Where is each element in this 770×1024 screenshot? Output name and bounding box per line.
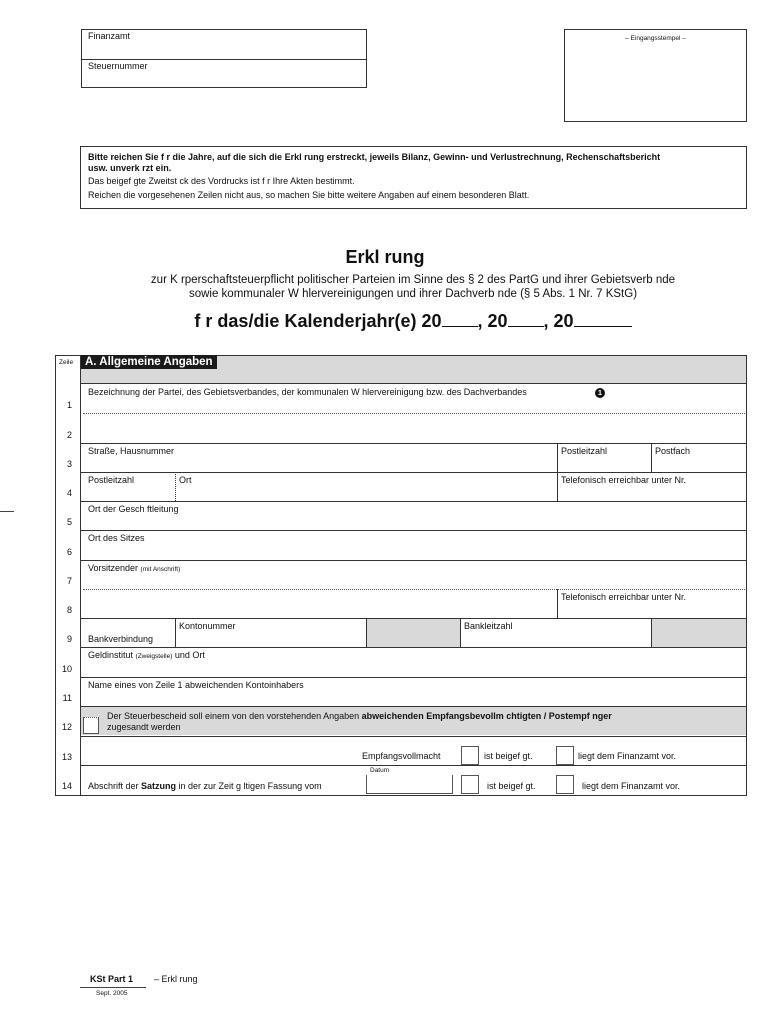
satzung-beigefuegt-checkbox[interactable]: [461, 775, 479, 794]
line-number: 14: [61, 781, 72, 791]
fold-mark: [0, 511, 14, 512]
notice-line-1: Bitte reichen Sie f r die Jahre, auf die sich die Erkl rung erstreckt, jeweils Bilanz, Gewinn- und Verlustrechnung, Rechenschaftsbericht: [88, 152, 661, 162]
zeile-label: Zeile: [59, 359, 74, 366]
calendar-year-prefix: f r das/die Kalenderjahr(e) 20: [194, 311, 442, 331]
abschrift-text-a: Abschrift der: [88, 781, 142, 791]
bezeichnung-label: Bezeichnung der Partei, des Gebietsverbandes, der kommunalen W hlervereinigung bzw. des Dachverbandes: [88, 387, 527, 397]
finanzamt-label: Finanzamt: [88, 31, 131, 41]
geldinstitut-hint: (Zweigstelle): [135, 653, 173, 660]
bezeichnung-input-2[interactable]: [83, 416, 743, 441]
vorsitzender-hint: (mit Anschrift): [140, 566, 181, 573]
line-number: 10: [61, 664, 72, 674]
postleitzahl-input-2[interactable]: [83, 486, 173, 500]
notice-line-3: Das beigef gte Zweitst ck des Vordrucks ist f r Ihre Akten bestimmt.: [88, 176, 355, 186]
geldinstitut-text: Geldinstitut: [88, 650, 134, 660]
ort-label: Ort: [179, 475, 192, 485]
empfangsvollmacht-beigefuegt-label: ist beigef gt.: [484, 751, 533, 761]
empfangsvollmacht-vorliegend-checkbox[interactable]: [556, 746, 574, 765]
bezeichnung-input-1[interactable]: [83, 399, 743, 412]
vorsitzender-input-1[interactable]: [83, 574, 743, 587]
satzung-vorliegend-label: liegt dem Finanzamt vor.: [582, 781, 681, 791]
postleitzahl-label: Postleitzahl: [561, 446, 608, 456]
year-3-input[interactable]: [574, 312, 632, 327]
geldinstitut-label: [88, 650, 205, 660]
line-number: 1: [66, 400, 72, 410]
kontonummer-label: Kontonummer: [179, 621, 236, 631]
line-number: 5: [66, 517, 72, 527]
form-subtitle-2: sowie kommunaler W hlervereinigungen und ihrer Dachverb nde (§ 5 Abs. 1 Nr. 7 KStG): [188, 288, 638, 300]
telefon-label: Telefonisch erreichbar unter Nr.: [561, 475, 687, 485]
line-number: 9: [66, 634, 72, 644]
footer-form-id: KSt Part 1: [90, 974, 134, 984]
line12-text-1: [107, 711, 612, 721]
vorsitzender-input-2[interactable]: [83, 592, 553, 616]
ort-geschaeftsleitung-label: Ort der Gesch ftleitung: [88, 504, 179, 514]
calendar-year-sep-2: , 20: [543, 311, 574, 331]
kontoinhaber-input[interactable]: [83, 691, 743, 705]
info-1-icon: 1: [595, 388, 605, 398]
line-number: 8: [66, 605, 72, 615]
abschrift-label: [88, 781, 322, 791]
abschrift-text-c: in der zur Zeit g ltigen Fassung vom: [176, 781, 322, 791]
empfangsbevollmaechtigter-checkbox[interactable]: [83, 717, 99, 734]
year-1-input[interactable]: [442, 312, 478, 327]
kontoinhaber-label: Name eines von Zeile 1 abweichenden Kontoinhabers: [88, 680, 304, 690]
postleitzahl-input[interactable]: [560, 457, 648, 471]
line-number: 4: [66, 488, 72, 498]
kontonummer-input[interactable]: [178, 632, 363, 646]
line-number: 13: [61, 752, 72, 762]
geldinstitut-suffix: und Ort: [174, 650, 205, 660]
empfangsvollmacht-vorliegend-label: liegt dem Finanzamt vor.: [578, 751, 677, 761]
datum-label: Datum: [370, 767, 390, 774]
strasse-label: Straße, Hausnummer: [88, 446, 175, 456]
ort-sitz-label: Ort des Sitzes: [88, 533, 145, 543]
satzung-datum-input[interactable]: [366, 775, 453, 794]
line12-text-b: abweichenden Empfangsbevollm chtigten / Postempf nger: [361, 711, 612, 721]
ort-input[interactable]: [178, 486, 554, 500]
footer-form-name: – Erkl rung: [154, 974, 198, 984]
footer-date: Sept. 2005: [96, 990, 128, 997]
steuernummer-input[interactable]: [170, 60, 360, 85]
line-number: 7: [66, 576, 72, 586]
finanzamt-input[interactable]: [160, 31, 360, 55]
line-number: 12: [61, 722, 72, 732]
footer-divider: [80, 987, 146, 988]
steuernummer-label: Steuernummer: [88, 61, 148, 71]
ort-sitz-input[interactable]: [83, 544, 743, 558]
line-number: 3: [66, 459, 72, 469]
calendar-year-sep-1: , 20: [477, 311, 508, 331]
line-number: 2: [66, 430, 72, 440]
telefon-input[interactable]: [560, 486, 744, 500]
line12-text-2: zugesandt werden: [107, 722, 181, 732]
line-number: 11: [62, 693, 72, 703]
form-subtitle-1: zur K rperschaftsteuerpflicht politischer Parteien im Sinne des § 2 des PartG und ihrer Gebietsverb nde: [150, 274, 676, 286]
postfach-label: Postfach: [655, 446, 691, 456]
year-2-input[interactable]: [508, 312, 544, 327]
eingangsstempel-box: [564, 29, 747, 122]
section-heading: A. Allgemeine Angaben: [81, 355, 217, 369]
bankleitzahl-input[interactable]: [463, 632, 648, 646]
line12-text-a: Der Steuerbescheid soll einem von den vorstehenden Angaben: [107, 711, 362, 721]
notice-line-4: Reichen die vorgesehenen Zeilen nicht aus, so machen Sie bitte weitere Angaben auf einem besonderen Blatt.: [88, 190, 530, 200]
geldinstitut-input[interactable]: [83, 661, 743, 675]
satzung-vorliegend-checkbox[interactable]: [556, 775, 574, 794]
eingangsstempel-label: – Eingangsstempel –: [625, 35, 686, 42]
strasse-input[interactable]: [83, 457, 553, 471]
vorsitzender-text: Vorsitzender: [88, 563, 139, 573]
satzung-beigefuegt-label: ist beigef gt.: [487, 781, 536, 791]
abschrift-text-b: Satzung: [141, 781, 177, 791]
line-number: 6: [66, 547, 72, 557]
form-title: Erkl rung: [345, 247, 425, 267]
bankleitzahl-label: Bankleitzahl: [464, 621, 513, 631]
telefon-input-2[interactable]: [560, 603, 744, 617]
postleitzahl-label-2: Postleitzahl: [88, 475, 135, 485]
bankverbindung-label: Bankverbindung: [88, 634, 154, 644]
empfangsvollmacht-label: Empfangsvollmacht: [362, 751, 441, 761]
calendar-year-line: [0, 311, 770, 332]
notice-line-2: usw. unverk rzt ein.: [88, 163, 172, 173]
telefon-label-2: Telefonisch erreichbar unter Nr.: [561, 592, 687, 602]
postfach-input[interactable]: [654, 457, 744, 471]
empfangsvollmacht-beigefuegt-checkbox[interactable]: [461, 746, 479, 765]
ort-geschaeftsleitung-input[interactable]: [83, 515, 743, 529]
vorsitzender-label: [88, 563, 180, 573]
